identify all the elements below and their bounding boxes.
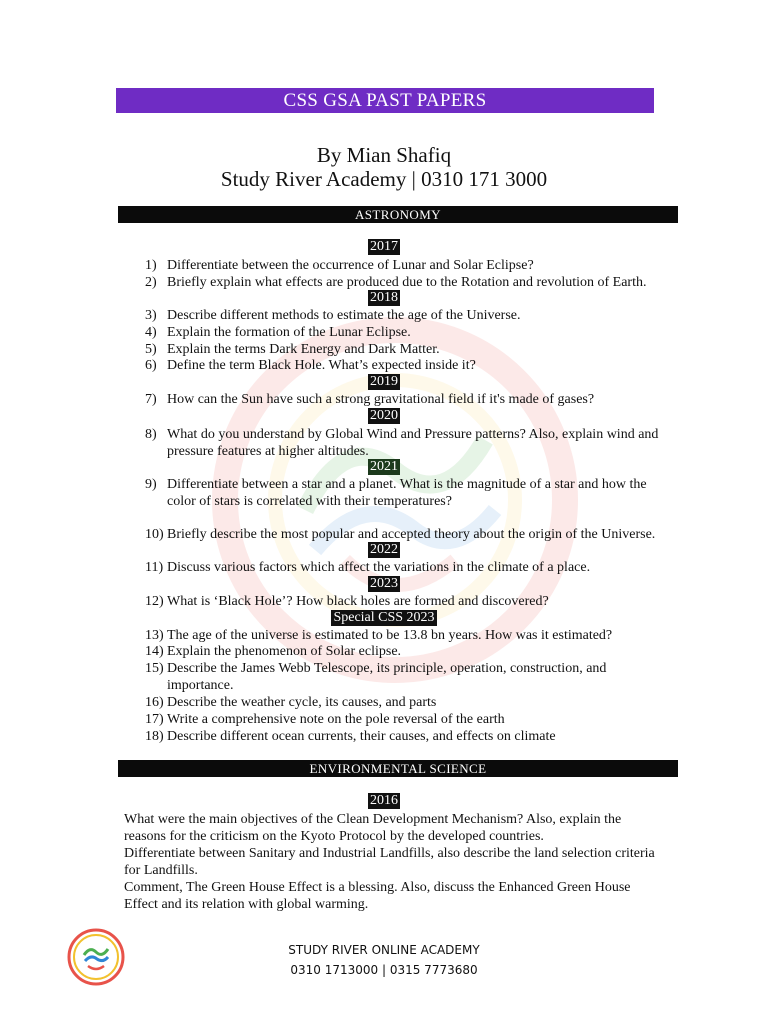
question-text-line: Differentiate between Sanitary and Industrial Landfills, also describe the land selection criteria bbox=[124, 846, 655, 861]
question-text-line: What were the main objectives of the Clean Development Mechanism? Also, explain the bbox=[124, 812, 622, 827]
question-item: 1) Differentiate between the occurrence of Lunar and Solar Eclipse? bbox=[145, 258, 534, 273]
year-tag: 2021 bbox=[370, 459, 398, 474]
study-river-logo-icon bbox=[67, 928, 125, 986]
year-tag: 2016 bbox=[370, 793, 398, 808]
question-item: 9) Differentiate between a star and a planet. What is the magnitude of a star and how the color of stars is correlated with their temperatures? bbox=[145, 477, 647, 509]
year-tag: 2019 bbox=[370, 374, 398, 389]
question-item: 8) What do you understand by Global Wind and Pressure patterns? Also, explain wind and pressure features at higher altitudes. bbox=[145, 427, 659, 459]
question-item: 11) Discuss various factors which affect the variations in the climate of a place. bbox=[145, 560, 591, 575]
question-item: 12) What is ‘Black Hole’? How black holes are formed and discovered? bbox=[145, 594, 549, 609]
footer-phone-numbers: 0310 1713000 | 0315 7773680 bbox=[290, 963, 478, 977]
question-item: 7) How can the Sun have such a strong gravitational field if it's made of gases? bbox=[145, 392, 595, 407]
question-item: 10) Briefly describe the most popular and accepted theory about the origin of the Universe. bbox=[145, 527, 656, 542]
author-line: By Mian Shafiq bbox=[316, 143, 452, 167]
question-item: 15) Describe the James Webb Telescope, its principle, operation, construction, and importance. bbox=[145, 661, 607, 693]
question-text-line: reasons for the criticism on the Kyoto Protocol by the developed countries. bbox=[124, 829, 544, 844]
question-item: 13) The age of the universe is estimated to be 13.8 bn years. How was it estimated? bbox=[145, 628, 613, 643]
question-item: 6) Define the term Black Hole. What’s expected inside it? bbox=[145, 358, 476, 373]
document-title: CSS GSA PAST PAPERS bbox=[116, 88, 654, 113]
section-heading-environmental-science: ENVIRONMENTAL SCIENCE bbox=[118, 760, 678, 777]
question-text-line: for Landfills. bbox=[124, 863, 198, 878]
question-item: 14) Explain the phenomenon of Solar eclipse. bbox=[145, 644, 402, 659]
contact-line: Study River Academy | 0310 171 3000 bbox=[220, 167, 548, 191]
question-item: 16) Describe the weather cycle, its causes, and parts bbox=[145, 695, 437, 710]
year-tag: 2023 bbox=[370, 576, 398, 591]
question-item: 18) Describe different ocean currents, their causes, and effects on climate bbox=[145, 729, 556, 744]
section-heading-astronomy: ASTRONOMY bbox=[118, 206, 678, 223]
year-tag: 2017 bbox=[370, 239, 398, 254]
question-item: 2) Briefly explain what effects are produced due to the Rotation and revolution of Earth. bbox=[145, 275, 647, 290]
year-tag: 2020 bbox=[370, 408, 398, 423]
year-tag: 2022 bbox=[370, 542, 398, 557]
question-item: 17) Write a comprehensive note on the pole reversal of the earth bbox=[145, 712, 505, 727]
footer-academy-name: STUDY RIVER ONLINE ACADEMY bbox=[288, 943, 480, 957]
year-tag: 2018 bbox=[370, 290, 398, 305]
question-text-line: Effect and its relation with global warming. bbox=[124, 897, 369, 912]
year-tag: Special CSS 2023 bbox=[333, 610, 435, 625]
question-text-line: Comment, The Green House Effect is a blessing. Also, discuss the Enhanced Green House bbox=[124, 880, 631, 895]
question-item: 4) Explain the formation of the Lunar Eclipse. bbox=[145, 325, 411, 340]
question-item: 5) Explain the terms Dark Energy and Dark Matter. bbox=[145, 342, 440, 357]
question-item: 3) Describe different methods to estimate the age of the Universe. bbox=[145, 308, 521, 323]
